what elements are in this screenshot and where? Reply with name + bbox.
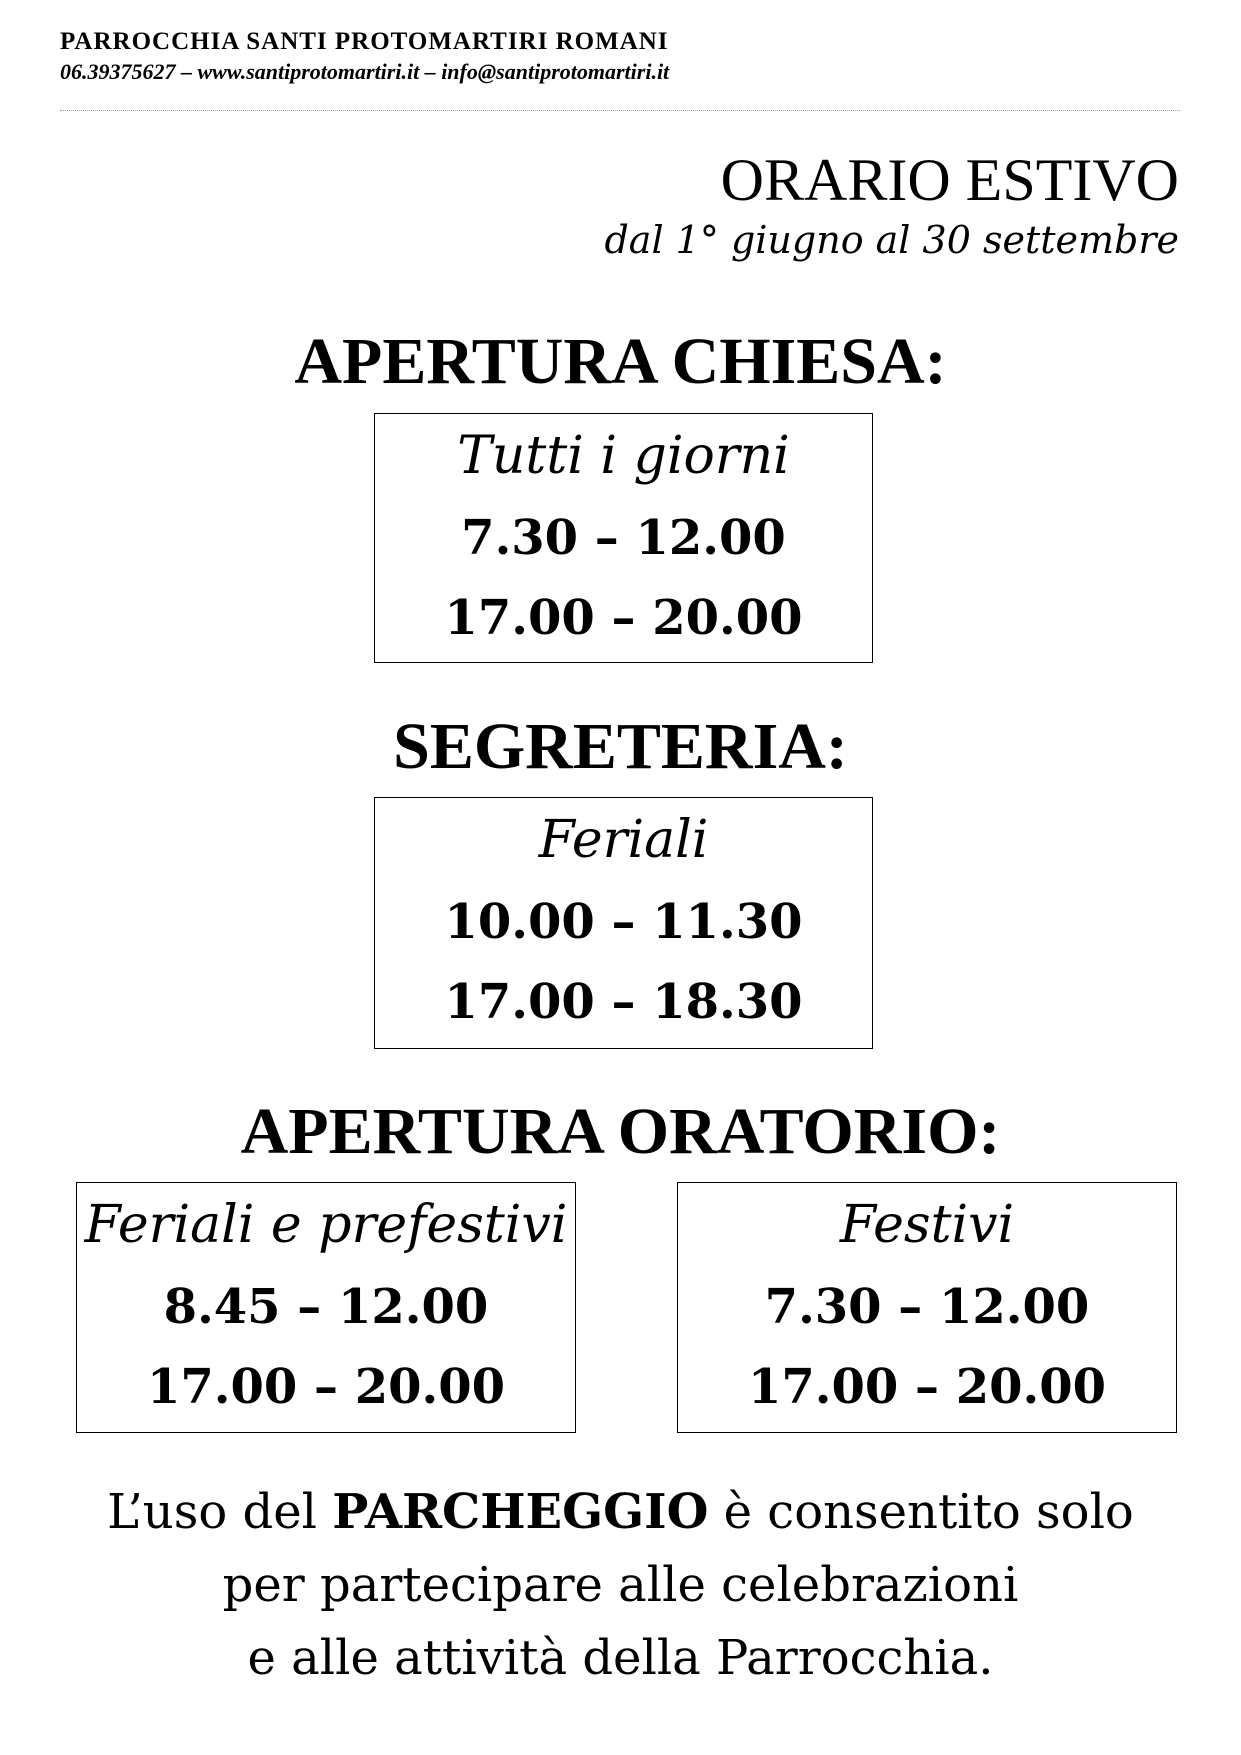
oratory-holiday-evening-time: 17.00 – 20.00 (747, 1359, 1107, 1415)
contact-line: 06.39375627 – www.santiprotomartiri.it – info@santiprotomartiri.it (60, 59, 670, 84)
office-evening-time: 17.00 – 18.30 (444, 974, 803, 1030)
parking-notice-line-2: per partecipare alle celebrazioni (222, 1557, 1019, 1613)
parking-notice (0, 1476, 1241, 1695)
oratory-holiday-box (677, 1182, 1177, 1433)
oratory-weekday-label: Feriali e prefestivi (84, 1195, 568, 1255)
church-heading: APERTURA CHIESA: (294, 325, 947, 398)
office-morning-time: 10.00 – 11.30 (444, 894, 803, 950)
season-title: ORARIO ESTIVO (720, 147, 1179, 213)
church-evening-time: 17.00 – 20.00 (444, 590, 803, 646)
oratory-weekday-box (76, 1182, 576, 1433)
office-days-label: Feriali (538, 810, 709, 870)
oratory-heading: APERTURA ORATORIO: (240, 1095, 1001, 1168)
parking-notice-line-1 (0, 1476, 1241, 1549)
church-morning-time: 7.30 – 12.00 (461, 510, 786, 566)
oratory-weekday-evening-time: 17.00 – 20.00 (146, 1359, 506, 1415)
oratory-weekday-morning-time: 8.45 – 12.00 (163, 1279, 489, 1335)
header-divider (60, 110, 1180, 111)
oratory-holiday-label: Festivi (839, 1195, 1015, 1255)
season-block (604, 146, 1179, 266)
parish-name: PARROCCHIA SANTI PROTOMARTIRI ROMANI (60, 28, 669, 55)
oratory-holiday-morning-time: 7.30 – 12.00 (764, 1279, 1090, 1335)
parking-keyword: PARCHEGGIO (332, 1484, 709, 1540)
parking-notice-line-3: e alle attività della Parrocchia. (247, 1630, 994, 1686)
church-hours-box (374, 413, 873, 663)
office-hours-box (374, 797, 873, 1049)
letterhead (60, 26, 1180, 86)
office-heading: SEGRETERIA: (393, 710, 848, 783)
season-dates: dal 1° giugno al 30 settembre (604, 218, 1179, 262)
parking-notice-rule: è consentito solo (723, 1484, 1134, 1540)
church-days-label: Tutti i giorni (457, 426, 790, 486)
parking-notice-intro: L’uso del (107, 1484, 317, 1540)
